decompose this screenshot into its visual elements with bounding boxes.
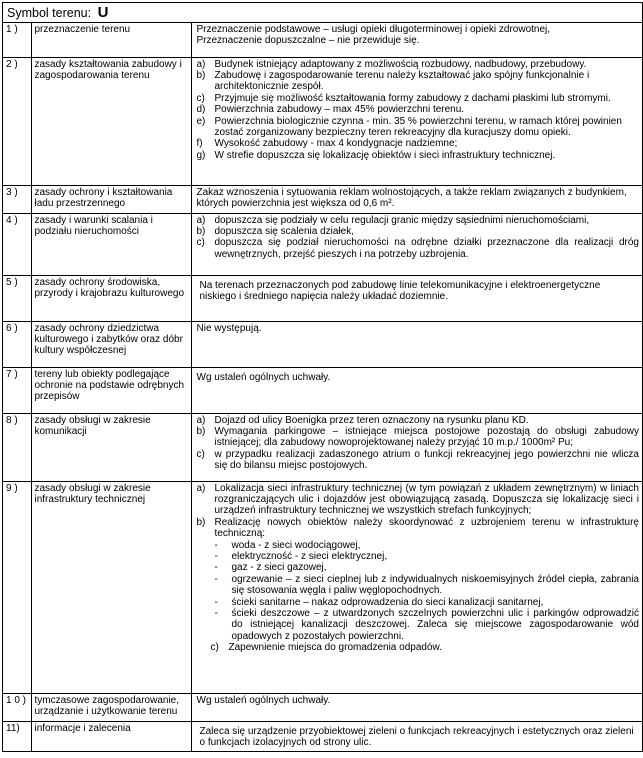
dash-marker: -	[214, 562, 218, 574]
list-item	[197, 59, 640, 70]
list-marker: d)	[196, 104, 206, 116]
list-text: Zapewnienie miejsca do gromadzenia odpadów.	[228, 642, 442, 654]
dash-marker: -	[214, 596, 218, 608]
table-row	[3, 185, 642, 213]
list-marker: b)	[196, 425, 206, 437]
table-row	[3, 321, 642, 367]
row-content	[191, 367, 642, 413]
list-marker: c)	[196, 237, 205, 249]
list-marker: b)	[196, 225, 206, 237]
row-content	[191, 57, 642, 185]
row-content: Wg ustaleń ogólnych uchwały.	[191, 693, 642, 721]
list-item	[197, 70, 640, 93]
list-text: dopuszcza się scalenia działek,	[214, 225, 355, 237]
list-marker: a)	[196, 482, 206, 494]
list-text: Zabudowę i zagospodarowanie terenu należy kształtować jako spójny funkcjonalnie i architektonicznie zespół.	[214, 69, 590, 93]
list-item	[197, 150, 640, 161]
row-name: zasady obsługi w zakresie komunikacji	[31, 413, 191, 481]
row-content	[191, 23, 642, 57]
list-text: Powierzchnia zabudowy – max 45% powierzchni terenu.	[214, 104, 465, 116]
row-number: 4 )	[3, 213, 31, 275]
list-marker: b)	[196, 516, 206, 528]
row-name: zasady ochrony środowiska, przyrody i krajobrazu kulturowego	[31, 275, 191, 321]
list-item	[197, 237, 640, 260]
row-number: 3 )	[3, 185, 31, 213]
content-line: Przeznaczenie dopuszczalne – nie przewiduje się.	[196, 35, 420, 47]
sub-list-text: elektryczność - z sieci elektrycznej,	[231, 550, 388, 562]
table-row	[3, 693, 642, 721]
table-row	[3, 413, 642, 481]
list-item	[197, 642, 640, 653]
sub-list-item	[197, 608, 640, 642]
table-row	[3, 275, 642, 321]
table-row	[3, 213, 642, 275]
row-name: zasady kształtowania zabudowy i zagospodarowania terenu	[31, 57, 191, 185]
row-name: zasady ochrony dziedzictwa kulturowego i zabytków oraz dóbr kultury współczesnej	[31, 321, 191, 367]
list-text: Realizację nowych obiektów należy skoordynować z uzbrojeniem terenu w infrastrukturę techniczną:	[214, 516, 639, 540]
content-line: Przeznaczenie podstawowe – usługi opieki długoterminowej i opieki zdrowotnej,	[196, 24, 551, 35]
symbol-header	[3, 3, 642, 23]
symbol-label: Symbol terenu:	[7, 6, 92, 20]
list-marker: a)	[196, 58, 206, 70]
row-name: zasady i warunki scalania i podziału nieruchomości	[31, 213, 191, 275]
row-name: tereny lub obiekty podlegające ochronie na podstawie odrębnych przepisów	[31, 367, 191, 413]
list-text: Powierzchnia biologicznie czynna - min. 35 % powierzchni terenu, w ramach której powinien zostać zorganizowany bezpieczny teren rekreacyjny dla kuracjuszy domu opieki.	[214, 115, 622, 138]
content-text: Wg ustaleń ogólnych uchwały.	[196, 371, 331, 383]
list-marker: c)	[210, 642, 219, 654]
content-text: Zaleca się urządzenie przyobiektowej zieleni o funkcjach rekreacyjnych i estetycznych oraz zieleni o funkcjach izolacyjnych od strony ulic.	[199, 725, 634, 748]
sub-list-text: gaz - z sieci gazowej,	[231, 562, 327, 574]
list-text: Wysokość zabudowy - max 4 kondygnacje nadziemne;	[214, 138, 458, 150]
sub-list-text: woda - z sieci wodociągowej,	[231, 539, 361, 551]
row-number: 1 0 )	[3, 693, 31, 721]
list-item	[197, 483, 640, 517]
row-content: Zakaz wznoszenia i sytuowania reklam wolnostojących, a także reklam związanych z budynkiem, których powierzchnia jest większa od 0,6 m².	[191, 185, 642, 213]
row-name: tymczasowe zagospodarowanie, urządzanie i użytkowanie terenu	[31, 693, 191, 721]
row-content	[191, 481, 642, 693]
list-item	[197, 426, 640, 449]
list-marker: g)	[196, 149, 206, 161]
sub-list-item	[197, 540, 640, 551]
dash-marker: -	[214, 607, 218, 619]
list-text: dopuszcza się podział nieruchomości na odrębne działki przeznaczone dla realizacji dróg wewnętrznych, przejść pieszych i na potrzeby uzbrojenia.	[214, 237, 639, 260]
list-text: Przyjmuje się możliwość kształtowania formy zabudowy z dachami płaskimi lub stromymi.	[214, 92, 611, 104]
sub-list-text: ogrzewanie – z sieci cieplnej lub z indywidualnych niskoemisyjnych źródeł ciepła, zabrania się stosowania węgla i paliw węglopochodnych.	[231, 573, 639, 597]
list-item	[197, 415, 640, 426]
list-item	[197, 517, 640, 540]
list-marker: b)	[196, 69, 206, 81]
dash-marker: -	[214, 550, 218, 562]
list-item	[197, 104, 640, 115]
row-number: 11)	[3, 721, 31, 751]
row-number: 6 )	[3, 321, 31, 367]
table-row	[3, 481, 642, 693]
list-item	[197, 116, 640, 139]
row-number: 9 )	[3, 481, 31, 693]
list-marker: c)	[196, 448, 205, 460]
table-row	[3, 367, 642, 413]
list-text: w przypadku realizacji zadaszonego atrium o funkcji rekreacyjnej jego powierzchni nie wlicza się do bilansu miejsc postojowych.	[214, 448, 639, 472]
list-item	[197, 226, 640, 237]
list-text: Budynek istniejący adaptowany z możliwością rozbudowy, nadbudowy, przebudowy.	[214, 58, 587, 70]
row-number: 5 )	[3, 275, 31, 321]
land-use-regulation-table	[2, 2, 643, 752]
dash-marker: -	[214, 573, 218, 585]
list-text: Wymagania parkingowe – istniejące miejsca postojowe pozostają do obsługi zabudowy istniejącej; dla zabudowy nowoprojektowanej należy przyjąć 10 m.p./ 1000m² Pu;	[214, 425, 639, 449]
list-marker: a)	[196, 414, 206, 426]
list-text: Lokalizacja sieci infrastruktury technicznej (w tym powiązań z układem zewnętrznym) w liniach rozgraniczających ulic i dojazdów jest obowiązującą zasadą. Dopuszcza się lokalizację sieci i urządzeń infrastruktury technicznej we wszystkich strefach funkcyjnych;	[214, 482, 639, 517]
list-item	[197, 449, 640, 472]
list-text: dopuszcza się podziały w celu regulacji granic między sąsiednimi nieruchomościami,	[214, 214, 590, 226]
sub-list-text: ścieki sanitarne – nakaz odprowadzenia do sieci kanalizacji sanitarnej,	[231, 596, 544, 608]
table-row	[3, 23, 642, 57]
row-name: zasady ochrony i kształtowania ładu przestrzennego	[31, 185, 191, 213]
table-row	[3, 57, 642, 185]
list-marker: f)	[196, 138, 203, 150]
sub-list-item	[197, 562, 640, 573]
sub-list-item	[197, 597, 640, 608]
sub-list-item	[197, 574, 640, 597]
sub-list-item	[197, 551, 640, 562]
list-item	[197, 93, 640, 104]
row-name: zasady obsługi w zakresie infrastruktury technicznej	[31, 481, 191, 693]
row-content	[191, 721, 642, 751]
list-marker: a)	[196, 214, 206, 226]
dash-marker: -	[214, 539, 218, 551]
list-marker: e)	[196, 115, 206, 127]
row-number: 7 )	[3, 367, 31, 413]
table-row	[3, 721, 642, 751]
list-text: W strefie dopuszcza się lokalizację obiektów i sieci infrastruktury technicznej.	[214, 149, 556, 161]
row-content	[191, 275, 642, 321]
row-number: 8 )	[3, 413, 31, 481]
regulations-table	[3, 23, 642, 751]
symbol-code: U	[97, 4, 109, 21]
row-number: 2 )	[3, 57, 31, 185]
row-content	[191, 213, 642, 275]
list-marker: c)	[196, 92, 205, 104]
row-name: informacje i zalecenia	[31, 721, 191, 751]
row-number: 1 )	[3, 23, 31, 57]
list-item	[197, 215, 640, 226]
row-content: Nie występują.	[191, 321, 642, 367]
sub-list-text: ścieki deszczowe – z utwardzonych szczelnych powierzchni ulic i parkingów odprowadzić do istniejącej kanalizacji deszczowej. Zaleca się miejscowe zagospodarowanie wód opadowych z pozostałych powierzchni.	[231, 607, 639, 642]
list-item	[197, 138, 640, 149]
content-text: Na terenach przeznaczonych pod zabudowę linie telekomunikacyjne i elektroenergetyczne niskiego i średniego napięcia należy układać doziemnie.	[199, 279, 601, 302]
list-text: Dojazd od ulicy Boenigka przez teren oznaczony na rysunku planu KD.	[214, 414, 529, 426]
row-content	[191, 413, 642, 481]
row-name: przeznaczenie terenu	[31, 23, 191, 57]
